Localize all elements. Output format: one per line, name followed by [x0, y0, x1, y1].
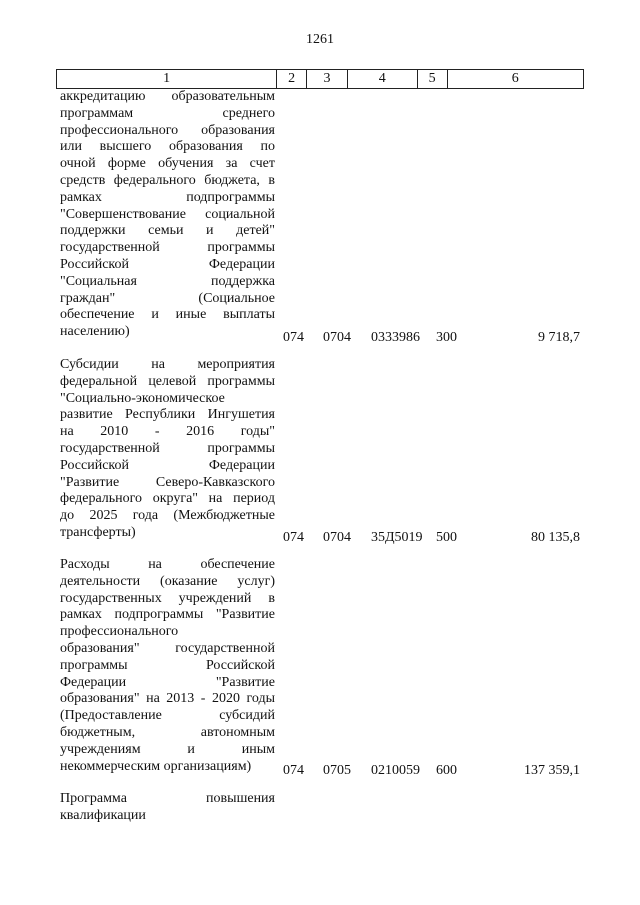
- description-line: аккредитацию образовательным: [60, 89, 275, 104]
- description-line: Программа повышения: [60, 791, 275, 806]
- description-line: Субсидии на мероприятия: [60, 357, 275, 372]
- description-line: или высшего образования по: [60, 139, 275, 155]
- description-line: Федерации "Развитие: [60, 674, 275, 690]
- description-line: бюджетным, автономным: [60, 724, 275, 740]
- header-col-2: 2: [277, 70, 307, 88]
- description-line: развитие Республики Ингушетия: [60, 407, 275, 423]
- description-line: профессионального образования: [60, 122, 275, 138]
- row-description: [60, 557, 275, 775]
- description-line: образования" государственной: [60, 640, 275, 656]
- header-col-1: 1: [57, 70, 277, 88]
- description-line: "Социальная поддержка: [60, 273, 275, 289]
- description-line: квалификации: [60, 807, 146, 823]
- description-line: (Предоставление субсидий: [60, 708, 275, 724]
- description-line: рамках подпрограммы: [60, 189, 275, 205]
- description-line: государственных учреждений в: [60, 590, 275, 606]
- section-code: 0705: [323, 763, 351, 778]
- article-code: 35Д5019: [371, 530, 423, 545]
- description-line: "Развитие Северо-Кавказского: [60, 474, 275, 490]
- header-col-4: 4: [348, 70, 418, 88]
- amount-value: 9 718,7: [538, 330, 580, 345]
- description-line: деятельности (оказание услуг): [60, 573, 275, 589]
- row-description: [60, 357, 275, 542]
- description-line: программы Российской: [60, 657, 275, 673]
- description-line: граждан" (Социальное: [60, 290, 275, 306]
- expense-type-code: 500: [436, 530, 457, 545]
- description-line: "Социально-экономическое: [60, 390, 225, 406]
- description-line: федеральной целевой программы: [60, 373, 275, 389]
- description-line: некоммерческим организациям): [60, 758, 252, 774]
- description-line: программам среднего: [60, 105, 275, 121]
- description-line: образования" на 2013 - 2020 годы: [60, 691, 275, 707]
- amount-value: 80 135,8: [531, 530, 580, 545]
- description-line: средств федерального бюджета, в: [60, 172, 275, 188]
- expense-type-code: 600: [436, 763, 457, 778]
- description-line: федерального округа" на период: [60, 491, 275, 507]
- description-line: государственной программы: [60, 240, 275, 256]
- description-line: рамках подпрограммы "Развитие: [60, 607, 275, 623]
- description-line: "Совершенствование социальной: [60, 206, 275, 222]
- description-line: учреждениям и иным: [60, 741, 275, 757]
- ministry-code: 074: [283, 763, 304, 778]
- ministry-code: 074: [283, 530, 304, 545]
- ministry-code: 074: [283, 330, 304, 345]
- section-code: 0704: [323, 330, 351, 345]
- header-col-5: 5: [418, 70, 448, 88]
- description-line: поддержки семьи и детей": [60, 223, 275, 239]
- description-line: населению): [60, 324, 130, 340]
- header-col-3: 3: [307, 70, 348, 88]
- description-line: Российской Федерации: [60, 256, 275, 272]
- description-line: профессионального: [60, 624, 179, 640]
- amount-value: 137 359,1: [524, 763, 580, 778]
- article-code: 0210059: [371, 763, 420, 778]
- description-line: Российской Федерации: [60, 457, 275, 473]
- description-line: государственной программы: [60, 440, 275, 456]
- description-line: трансферты): [60, 524, 136, 540]
- row-description: [60, 89, 275, 341]
- description-line: на 2010 - 2016 годы": [60, 424, 275, 440]
- expense-type-code: 300: [436, 330, 457, 345]
- section-code: 0704: [323, 530, 351, 545]
- description-line: Расходы на обеспечение: [60, 557, 275, 572]
- page-number: 1261: [306, 32, 334, 47]
- table-header-row: [56, 69, 584, 89]
- article-code: 0333986: [371, 330, 420, 345]
- description-line: до 2025 года (Межбюджетные: [60, 508, 275, 524]
- row-description: [60, 791, 275, 825]
- header-col-6: 6: [511, 71, 519, 86]
- description-line: обеспечение и иные выплаты: [60, 307, 275, 323]
- description-line: очной форме обучения за счет: [60, 156, 275, 172]
